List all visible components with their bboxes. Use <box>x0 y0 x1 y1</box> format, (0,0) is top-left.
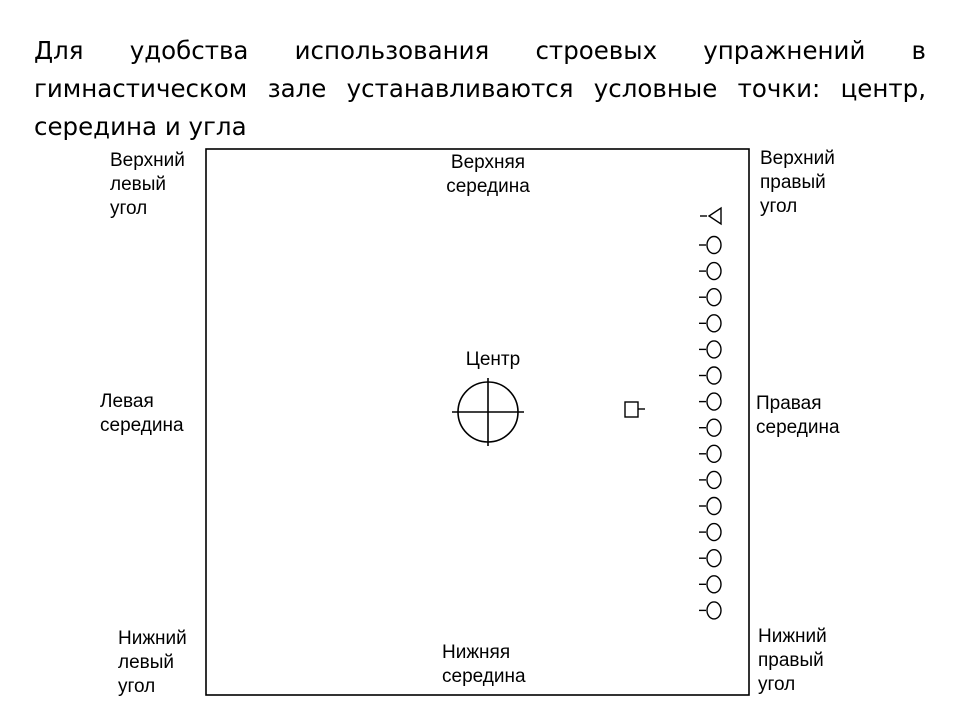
formation-member-circle-icon <box>699 602 721 619</box>
gym-hall-boundary <box>206 149 749 695</box>
formation-member-circle-icon <box>699 315 721 332</box>
formation-member-circle-icon <box>699 289 721 306</box>
label-center: Центр <box>465 349 521 370</box>
label-top-left-corner: Верхний левый угол <box>110 150 185 219</box>
formation-member-circle-icon <box>699 524 721 541</box>
formation-member-circle-icon <box>699 576 721 593</box>
formation-member-circle-icon <box>699 445 721 462</box>
formation-member-circle-icon <box>699 341 721 358</box>
formation-member-circle-icon <box>699 393 721 410</box>
label-left-middle: Левая середина <box>100 391 184 436</box>
center-point-icon <box>452 378 524 446</box>
label-bottom-right-corner: Нижний правый угол <box>758 626 827 695</box>
label-top-right-corner: Верхний правый угол <box>760 148 835 217</box>
formation-member-circle-icon <box>699 263 721 280</box>
label-bottom-middle: Нижняя середина <box>442 642 526 687</box>
formation-member-circle-icon <box>699 550 721 567</box>
commander-square-icon <box>625 402 645 417</box>
label-bottom-left-corner: Нижний левый угол <box>118 628 187 697</box>
slide-heading: Для удобства использования строевых упражнений в гимнастическом зале устанавливаются условные точки: центр, середина и угла <box>34 36 926 141</box>
formation-member-circle-icon <box>699 498 721 515</box>
formation-member-circle-icon <box>699 237 721 254</box>
formation-member-circle-icon <box>699 419 721 436</box>
formation-member-circle-icon <box>699 367 721 384</box>
formation-column <box>699 237 721 619</box>
formation-member-circle-icon <box>699 471 721 488</box>
formation-leader-triangle-icon <box>700 208 721 224</box>
label-right-middle: Правая середина <box>756 393 840 438</box>
label-top-middle: Верхняя середина <box>446 152 530 197</box>
